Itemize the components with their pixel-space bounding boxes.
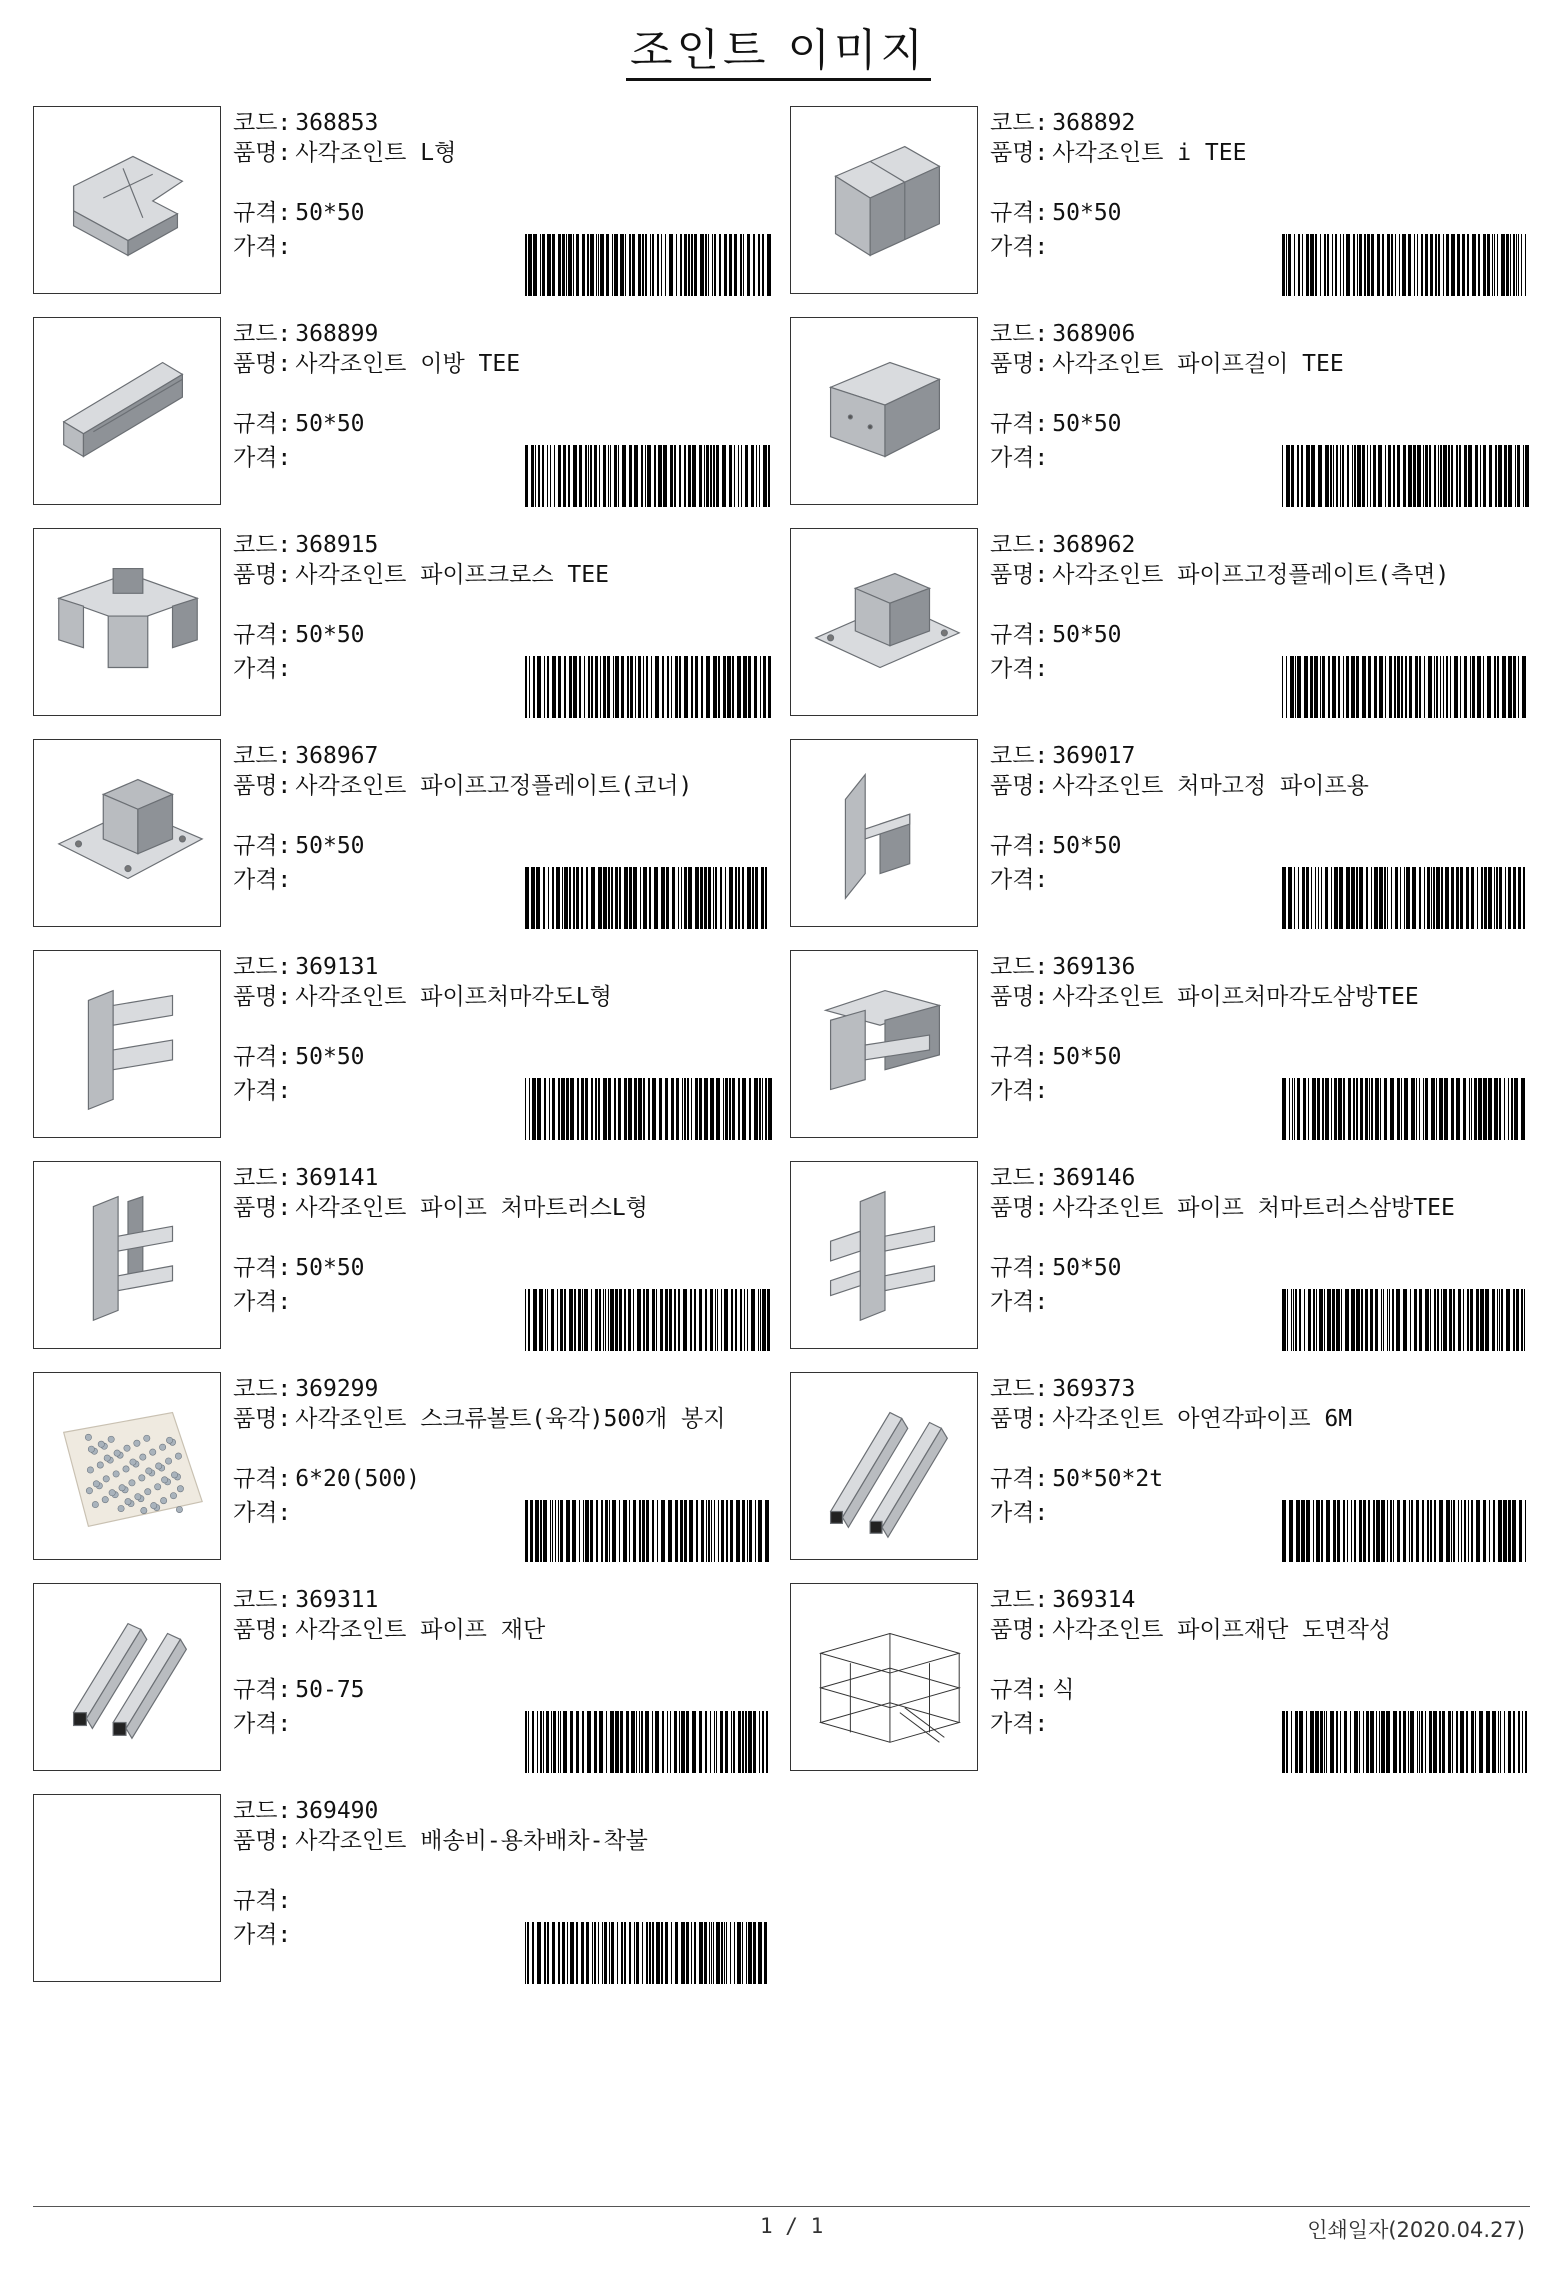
code-value: 368967: [295, 743, 379, 769]
spec-label: 규격:: [233, 1677, 292, 1703]
name-row: [990, 1404, 1492, 1434]
spec-value: 50*50: [1052, 200, 1122, 226]
code-label: 코드:: [233, 1376, 292, 1402]
code-value: 368892: [1052, 110, 1136, 136]
spec-value: 50*50: [295, 411, 365, 437]
spec-label: 규격:: [233, 1044, 292, 1070]
price-row: [233, 443, 295, 473]
code-row: [233, 108, 378, 138]
product-image: [33, 1372, 221, 1560]
pipe-hanger-tee-icon: [791, 318, 977, 504]
code-value: 368962: [1052, 532, 1136, 558]
price-label: 가격:: [233, 1711, 292, 1737]
name-row: [233, 138, 735, 168]
barcode: [1282, 445, 1530, 507]
name-row: [233, 1404, 735, 1434]
price-label: 가격:: [233, 656, 292, 682]
name-row: [990, 349, 1492, 379]
price-row: [233, 1709, 295, 1739]
name-row: [990, 1615, 1492, 1645]
price-row: [233, 1920, 295, 1950]
name-value: 사각조인트 파이프크로스 TEE: [295, 562, 609, 588]
code-row: [990, 1163, 1135, 1193]
price-label: 가격:: [233, 1078, 292, 1104]
price-label: 가격:: [233, 234, 292, 260]
spec-row: [990, 409, 1122, 439]
spec-row: [233, 1675, 365, 1705]
product-image: [790, 106, 978, 294]
eave-angle-l-icon: [34, 951, 220, 1137]
code-row: [233, 1374, 378, 1404]
barcode: [1282, 867, 1530, 929]
spec-row: [233, 1886, 295, 1916]
spec-label: 규격:: [233, 411, 292, 437]
barcode: [525, 656, 773, 718]
price-row: [990, 1709, 1052, 1739]
code-value: 369146: [1052, 1165, 1136, 1191]
name-row: [233, 982, 735, 1012]
eave-angle-three-way-icon: [791, 951, 977, 1137]
name-label: 품명:: [233, 773, 292, 799]
price-label: 가격:: [990, 234, 1049, 260]
page-title: 조인트 이미지: [0, 14, 1557, 78]
barcode: [525, 867, 773, 929]
price-row: [233, 654, 295, 684]
product-card: [33, 1372, 768, 1562]
spec-value: 50*50: [295, 1255, 365, 1281]
product-card: [790, 106, 1525, 296]
name-label: 품명:: [233, 1195, 292, 1221]
spec-label: 규격:: [990, 200, 1049, 226]
code-row: [233, 319, 378, 349]
code-row: [990, 108, 1135, 138]
spec-row: [233, 620, 365, 650]
structure-drawing-icon: [791, 1584, 977, 1770]
code-row: [990, 741, 1135, 771]
code-row: [990, 530, 1135, 560]
spec-row: [990, 198, 1122, 228]
code-label: 코드:: [233, 743, 292, 769]
spec-value: 50-75: [295, 1677, 365, 1703]
barcode: [1282, 1711, 1530, 1773]
pipe-cut-icon: [34, 1584, 220, 1770]
code-label: 코드:: [990, 1376, 1049, 1402]
price-row: [990, 1287, 1052, 1317]
code-label: 코드:: [990, 110, 1049, 136]
barcode: [525, 445, 773, 507]
spec-label: 규격:: [990, 1677, 1049, 1703]
spec-value: 50*50: [1052, 622, 1122, 648]
spec-label: 규격:: [990, 1466, 1049, 1492]
product-image: [790, 1372, 978, 1560]
spec-label: 규격:: [990, 1044, 1049, 1070]
price-label: 가격:: [233, 445, 292, 471]
name-value: 사각조인트 스크류볼트(육각)500개 봉지: [295, 1406, 726, 1432]
code-value: 369490: [295, 1798, 379, 1824]
print-date: 인쇄일자(2020.04.27): [1307, 2218, 1525, 2242]
price-row: [990, 443, 1052, 473]
spec-row: [233, 1464, 420, 1494]
name-value: 사각조인트 파이프 재단: [295, 1617, 546, 1643]
product-card: [790, 1372, 1525, 1562]
spec-label: 규격:: [233, 200, 292, 226]
price-label: 가격:: [233, 1289, 292, 1315]
name-value: 사각조인트 파이프 처마트러스삼방TEE: [1052, 1195, 1455, 1221]
product-card: [33, 106, 768, 296]
spec-value: 50*50: [1052, 1044, 1122, 1070]
product-image: [790, 1583, 978, 1771]
barcode: [1282, 1078, 1530, 1140]
product-image: [33, 528, 221, 716]
name-label: 품명:: [233, 1406, 292, 1432]
eave-truss-three-way-icon: [791, 1162, 977, 1348]
name-label: 품명:: [990, 1617, 1049, 1643]
price-row: [233, 1498, 295, 1528]
eave-truss-l-icon: [34, 1162, 220, 1348]
barcode: [525, 1711, 773, 1773]
name-label: 품명:: [233, 1617, 292, 1643]
code-value: 368915: [295, 532, 379, 558]
code-label: 코드:: [233, 1587, 292, 1613]
barcode: [1282, 1289, 1530, 1351]
product-card: [790, 1161, 1525, 1351]
product-card: [790, 739, 1525, 929]
name-row: [990, 1193, 1492, 1223]
name-label: 품명:: [233, 351, 292, 377]
spec-label: 규격:: [233, 622, 292, 648]
name-value: 사각조인트 파이프처마각도삼방TEE: [1052, 984, 1419, 1010]
name-label: 품명:: [990, 1195, 1049, 1221]
spec-row: [233, 831, 365, 861]
name-label: 품명:: [990, 984, 1049, 1010]
price-label: 가격:: [990, 1500, 1049, 1526]
spec-label: 규격:: [990, 833, 1049, 859]
name-label: 품명:: [990, 773, 1049, 799]
name-row: [233, 1615, 735, 1645]
price-row: [990, 654, 1052, 684]
product-card: [33, 1794, 768, 1984]
name-label: 품명:: [233, 140, 292, 166]
code-label: 코드:: [990, 1587, 1049, 1613]
name-label: 품명:: [233, 562, 292, 588]
name-label: 품명:: [990, 140, 1049, 166]
spec-value: 6*20(500): [295, 1466, 420, 1492]
code-label: 코드:: [990, 954, 1049, 980]
price-row: [233, 865, 295, 895]
screw-bag-icon: [34, 1373, 220, 1559]
code-label: 코드:: [990, 1165, 1049, 1191]
name-label: 품명:: [990, 562, 1049, 588]
spec-label: 규격:: [233, 833, 292, 859]
footer-divider: [33, 2206, 1530, 2207]
square-pipe-icon: [791, 1373, 977, 1559]
product-card: [790, 950, 1525, 1140]
base-plate-side-icon: [791, 529, 977, 715]
code-row: [990, 952, 1135, 982]
page-number: 1 / 1: [760, 2214, 824, 2238]
spec-value: 50*50: [295, 622, 365, 648]
product-image: [33, 106, 221, 294]
code-row: [233, 952, 378, 982]
name-value: 사각조인트 이방 TEE: [295, 351, 521, 377]
product-image: [33, 739, 221, 927]
code-row: [233, 530, 378, 560]
code-label: 코드:: [233, 954, 292, 980]
code-label: 코드:: [990, 743, 1049, 769]
name-row: [233, 560, 735, 590]
name-row: [990, 982, 1492, 1012]
name-row: [233, 1193, 735, 1223]
product-image: [33, 1161, 221, 1349]
product-image: [790, 739, 978, 927]
spec-row: [990, 1675, 1075, 1705]
base-plate-corner-icon: [34, 740, 220, 926]
code-label: 코드:: [990, 321, 1049, 347]
spec-row: [233, 1042, 365, 1072]
product-image: [33, 1794, 221, 1982]
name-label: 품명:: [233, 984, 292, 1010]
price-label: 가격:: [990, 1078, 1049, 1104]
spec-row: [990, 831, 1122, 861]
product-card: [33, 950, 768, 1140]
name-value: 사각조인트 배송비-용차배차-착불: [295, 1828, 648, 1854]
price-row: [233, 232, 295, 262]
price-label: 가격:: [990, 656, 1049, 682]
price-label: 가격:: [990, 445, 1049, 471]
barcode: [525, 1078, 773, 1140]
spec-value: 50*50: [295, 833, 365, 859]
product-image: [33, 950, 221, 1138]
product-image: [790, 1161, 978, 1349]
product-image: [790, 317, 978, 505]
spec-row: [990, 1464, 1163, 1494]
code-value: 369017: [1052, 743, 1136, 769]
spec-label: 규격:: [990, 622, 1049, 648]
code-label: 코드:: [233, 1165, 292, 1191]
price-label: 가격:: [990, 1711, 1049, 1737]
code-label: 코드:: [990, 532, 1049, 558]
price-label: 가격:: [990, 867, 1049, 893]
barcode: [525, 1922, 773, 1984]
empty-image: [34, 1795, 220, 1981]
product-card: [33, 1583, 768, 1773]
barcode: [525, 234, 773, 296]
spec-row: [233, 1253, 365, 1283]
name-value: 사각조인트 파이프재단 도면작성: [1052, 1617, 1392, 1643]
code-label: 코드:: [233, 321, 292, 347]
barcode: [1282, 656, 1530, 718]
product-card: [790, 1583, 1525, 1773]
barcode: [525, 1289, 773, 1351]
code-value: 368899: [295, 321, 379, 347]
barcode: [525, 1500, 773, 1562]
name-value: 사각조인트 파이프걸이 TEE: [1052, 351, 1344, 377]
name-row: [990, 138, 1492, 168]
name-row: [233, 349, 735, 379]
code-value: 369131: [295, 954, 379, 980]
code-value: 369311: [295, 1587, 379, 1613]
spec-label: 규격:: [990, 411, 1049, 437]
price-row: [233, 1076, 295, 1106]
spec-row: [990, 1042, 1122, 1072]
code-value: 369314: [1052, 1587, 1136, 1613]
spec-value: 식: [1052, 1677, 1075, 1703]
product-card: [33, 1161, 768, 1351]
name-value: 사각조인트 처마고정 파이프용: [1052, 773, 1369, 799]
code-value: 369136: [1052, 954, 1136, 980]
spec-row: [233, 198, 365, 228]
spec-row: [990, 1253, 1122, 1283]
price-label: 가격:: [233, 1500, 292, 1526]
code-row: [233, 1585, 378, 1615]
code-label: 코드:: [233, 110, 292, 136]
two-way-tee-icon: [34, 318, 220, 504]
code-row: [233, 1163, 378, 1193]
product-image: [33, 1583, 221, 1771]
name-label: 품명:: [233, 1828, 292, 1854]
spec-label: 규격:: [233, 1466, 292, 1492]
code-value: 368906: [1052, 321, 1136, 347]
spec-label: 규격:: [233, 1888, 292, 1914]
spec-label: 규격:: [990, 1255, 1049, 1281]
barcode: [1282, 234, 1530, 296]
spec-row: [990, 620, 1122, 650]
code-value: 368853: [295, 110, 379, 136]
price-label: 가격:: [233, 867, 292, 893]
price-row: [233, 1287, 295, 1317]
name-value: 사각조인트 아연각파이프 6M: [1052, 1406, 1353, 1432]
price-row: [990, 1498, 1052, 1528]
spec-label: 규격:: [233, 1255, 292, 1281]
name-value: 사각조인트 파이프고정플레이트(코너): [295, 773, 693, 799]
name-value: 사각조인트 파이프고정플레이트(측면): [1052, 562, 1450, 588]
name-row: [233, 1826, 735, 1856]
spec-value: 50*50: [1052, 833, 1122, 859]
price-label: 가격:: [233, 1922, 292, 1948]
code-value: 369299: [295, 1376, 379, 1402]
spec-value: 50*50: [295, 1044, 365, 1070]
code-row: [990, 319, 1135, 349]
eave-bracket-icon: [791, 740, 977, 926]
name-label: 품명:: [990, 351, 1049, 377]
product-card: [790, 528, 1525, 718]
name-value: 사각조인트 L형: [295, 140, 457, 166]
code-label: 코드:: [233, 1798, 292, 1824]
spec-value: 50*50: [1052, 411, 1122, 437]
price-row: [990, 865, 1052, 895]
spec-value: 50*50: [1052, 1255, 1122, 1281]
code-label: 코드:: [233, 532, 292, 558]
price-label: 가격:: [990, 1289, 1049, 1315]
code-value: 369373: [1052, 1376, 1136, 1402]
code-row: [990, 1374, 1135, 1404]
product-card: [33, 739, 768, 929]
code-row: [233, 1796, 378, 1826]
product-card: [33, 317, 768, 507]
price-row: [990, 1076, 1052, 1106]
code-value: 369141: [295, 1165, 379, 1191]
i-tee-joint-icon: [791, 107, 977, 293]
l-joint-icon: [34, 107, 220, 293]
product-image: [790, 950, 978, 1138]
spec-row: [233, 409, 365, 439]
name-value: 사각조인트 파이프처마각도L형: [295, 984, 612, 1010]
code-row: [990, 1585, 1135, 1615]
product-image: [790, 528, 978, 716]
name-row: [990, 771, 1492, 801]
name-label: 품명:: [990, 1406, 1049, 1432]
code-row: [233, 741, 378, 771]
product-card: [33, 528, 768, 718]
name-row: [990, 560, 1492, 590]
product-card: [790, 317, 1525, 507]
spec-value: 50*50: [295, 200, 365, 226]
pipe-cross-tee-icon: [34, 529, 220, 715]
name-value: 사각조인트 i TEE: [1052, 140, 1247, 166]
barcode: [1282, 1500, 1530, 1562]
price-row: [990, 232, 1052, 262]
product-image: [33, 317, 221, 505]
name-value: 사각조인트 파이프 처마트러스L형: [295, 1195, 648, 1221]
spec-value: 50*50*2t: [1052, 1466, 1164, 1492]
name-row: [233, 771, 735, 801]
